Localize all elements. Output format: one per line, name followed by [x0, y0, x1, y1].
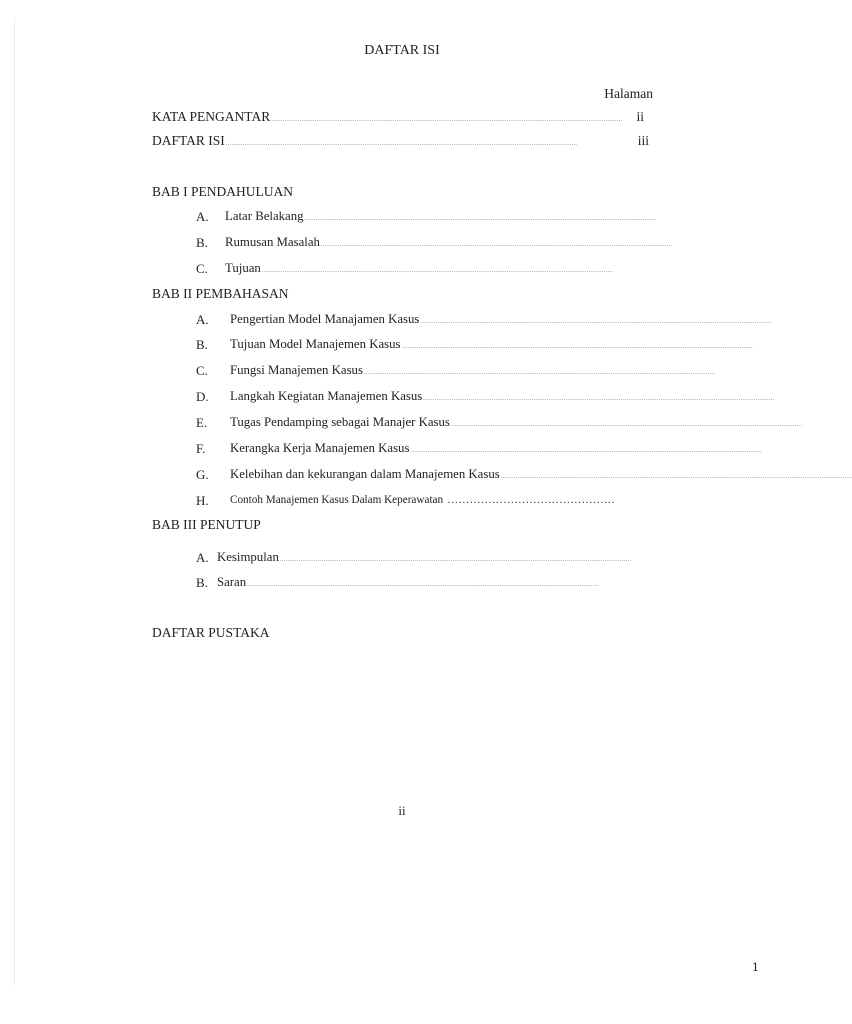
toc-subentry-kelebihan	[230, 467, 852, 482]
toc-subentry-kerangka	[230, 441, 762, 456]
toc-subentry-rumusan-masalah	[225, 235, 673, 250]
toc-entry-label: Kelebihan dan kekurangan dalam Manajemen Kasus	[230, 467, 500, 481]
bibliography-heading: DAFTAR PUSTAKA	[152, 625, 270, 640]
toc-entry-label: Latar Belakang	[225, 209, 304, 223]
dot-leader: ………………………………………	[447, 494, 616, 506]
item-letter: D.	[196, 389, 209, 404]
toc-subentry-tugas	[230, 415, 803, 430]
toc-entry-kata-pengantar	[152, 109, 644, 125]
dot-leader: .........................................................................................................................................................................................	[225, 141, 578, 147]
item-letter: F.	[196, 441, 206, 456]
toc-subentry-fungsi	[230, 363, 716, 378]
dot-leader: .........................................................................................................................................................................................	[279, 557, 632, 563]
item-letter: G.	[196, 467, 209, 482]
dot-leader: .........................................................................................................................................................................................	[423, 396, 775, 402]
toc-subentry-pengertian	[230, 312, 772, 327]
page-edge-line	[14, 18, 15, 986]
dot-leader: .........................................................................................................................................................................................	[410, 448, 762, 454]
toc-entry-label: Rumusan Masalah	[225, 235, 320, 249]
toc-entry-label: Tujuan	[225, 261, 261, 275]
toc-entry-label: Fungsi Manajemen Kasus	[230, 363, 363, 377]
item-letter: B.	[196, 575, 208, 590]
toc-entry-daftar-isi	[152, 133, 649, 149]
item-letter: A.	[196, 312, 209, 327]
toc-entry-label: Langkah Kegiatan Manajemen Kasus	[230, 389, 423, 403]
item-letter: A.	[196, 550, 209, 565]
page-number: ii	[398, 803, 406, 818]
dot-leader: .........................................................................................................................................................................................	[261, 268, 614, 274]
toc-entry-label: Tugas Pendamping sebagai Manajer Kasus	[230, 415, 450, 429]
toc-entry-label: Kesimpulan	[217, 550, 279, 564]
dot-leader: .........................................................................................................................................................................................	[320, 242, 673, 248]
dot-leader: .........................................................................................................................................................................................	[363, 370, 716, 376]
dot-leader: .........................................................................................................................................................................................	[500, 474, 852, 480]
toc-subentry-tujuan-model	[230, 337, 753, 352]
toc-entry-label: Tujuan Model Manajemen Kasus	[230, 337, 401, 351]
dot-leader: .........................................................................................................................................................................................	[304, 216, 657, 222]
toc-subentry-saran	[217, 575, 651, 590]
toc-subentry-tujuan	[225, 261, 643, 276]
toc-subentry-langkah	[230, 389, 775, 404]
toc-entry-label: Saran	[217, 575, 247, 589]
toc-entry-label: DAFTAR ISI	[152, 133, 225, 148]
halaman-header: Halaman	[604, 86, 653, 101]
item-letter: E.	[196, 415, 208, 430]
toc-entry-label: KATA PENGANTAR	[152, 109, 271, 124]
item-letter: B.	[196, 235, 208, 250]
viewer-page-indicator: 1	[752, 961, 759, 974]
dot-leader: .........................................................................................................................................................................................	[247, 582, 599, 588]
toc-subentry-kesimpulan	[217, 550, 651, 565]
toc-entry-label: Pengertian Model Manajamen Kasus	[230, 312, 420, 326]
item-letter: C.	[196, 261, 208, 276]
toc-entry-page: ii	[636, 109, 644, 124]
toc-entry-page: iii	[637, 133, 649, 148]
item-letter: A.	[196, 209, 209, 224]
item-letter: B.	[196, 337, 208, 352]
dot-leader: .........................................................................................................................................................................................	[271, 117, 623, 123]
toc-entry-label: Contoh Manajemen Kasus Dalam Keperawatan	[230, 494, 444, 506]
document-title: DAFTAR ISI	[364, 43, 440, 58]
dot-leader: .........................................................................................................................................................................................	[401, 344, 753, 350]
toc-entry-label: Kerangka Kerja Manajemen Kasus	[230, 441, 410, 455]
chapter-title-bab-1: BAB I PENDAHULUAN	[152, 184, 293, 199]
chapter-title-bab-2: BAB II PEMBAHASAN	[152, 286, 289, 301]
dot-leader: .........................................................................................................................................................................................	[450, 422, 803, 428]
chapter-title-bab-3: BAB III PENUTUP	[152, 517, 261, 532]
toc-subentry-latar-belakang	[225, 209, 657, 224]
dot-leader: .........................................................................................................................................................................................	[420, 319, 772, 325]
item-letter: C.	[196, 363, 208, 378]
item-letter: H.	[196, 493, 209, 508]
toc-subentry-contoh	[230, 494, 650, 506]
